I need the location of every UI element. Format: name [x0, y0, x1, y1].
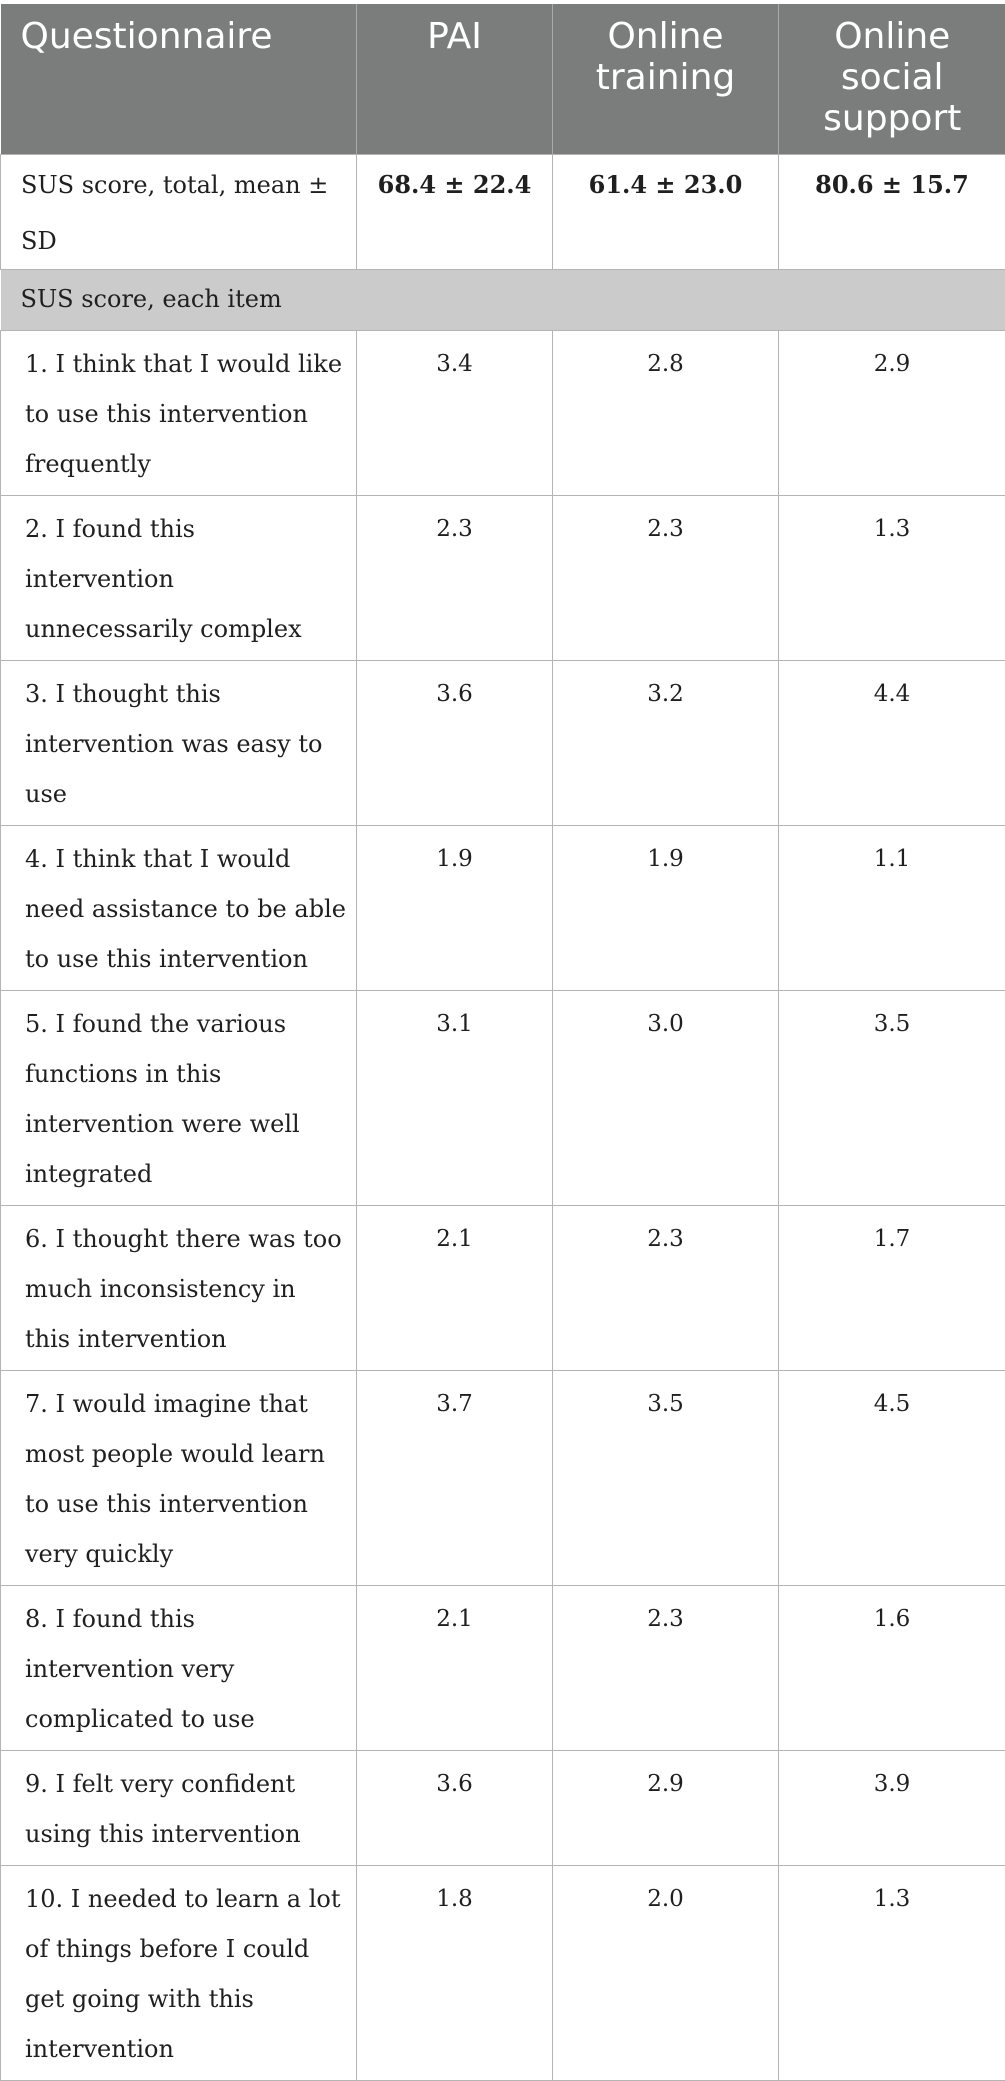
- total-score-pai: 68.4 ± 22.4: [357, 154, 553, 269]
- table-row: [1, 1865, 1005, 2080]
- total-score-online-social-support: 80.6 ± 15.7: [779, 154, 1005, 269]
- item-online-training-value: 2.3: [553, 495, 779, 660]
- item-pai-value: 3.4: [357, 330, 553, 495]
- item-online-social-support-value: 3.9: [779, 1750, 1005, 1865]
- total-score-row: [1, 154, 1005, 269]
- item-online-training-value: 3.0: [553, 990, 779, 1205]
- item-label: 1. I think that I would like to use this intervention frequently: [1, 330, 357, 495]
- item-pai-value: 3.6: [357, 1750, 553, 1865]
- item-online-social-support-value: 1.7: [779, 1205, 1005, 1370]
- item-pai-value: 3.6: [357, 660, 553, 825]
- item-online-training-value: 2.8: [553, 330, 779, 495]
- item-online-social-support-value: 1.6: [779, 1585, 1005, 1750]
- item-online-training-value: 1.9: [553, 825, 779, 990]
- item-online-training-value: 2.3: [553, 1585, 779, 1750]
- item-pai-value: 2.1: [357, 1205, 553, 1370]
- item-label: 10. I needed to learn a lot of things before I could get going with this intervention: [1, 1865, 357, 2080]
- table-row: [1, 495, 1005, 660]
- table-header: [1, 4, 1005, 154]
- item-label: 2. I found this intervention unnecessarily complex: [1, 495, 357, 660]
- item-label: 7. I would imagine that most people would learn to use this intervention very quickly: [1, 1370, 357, 1585]
- item-pai-value: 3.1: [357, 990, 553, 1205]
- item-pai-value: 2.1: [357, 1585, 553, 1750]
- item-online-training-value: 3.5: [553, 1370, 779, 1585]
- item-label: 4. I think that I would need assistance to be able to use this intervention: [1, 825, 357, 990]
- section-label: SUS score, each item: [1, 269, 1005, 330]
- item-label: 5. I found the various functions in this intervention were well integrated: [1, 990, 357, 1205]
- item-online-social-support-value: 4.4: [779, 660, 1005, 825]
- item-pai-value: 1.9: [357, 825, 553, 990]
- table-row: [1, 1750, 1005, 1865]
- item-pai-value: 1.8: [357, 1865, 553, 2080]
- item-online-training-value: 2.9: [553, 1750, 779, 1865]
- table-row: [1, 1585, 1005, 1750]
- column-header-online-training: Online training: [553, 4, 779, 154]
- item-label: 3. I thought this intervention was easy to use: [1, 660, 357, 825]
- total-score-label: SUS score, total, mean ± SD: [1, 154, 357, 269]
- total-score-online-training: 61.4 ± 23.0: [553, 154, 779, 269]
- table-row: [1, 1370, 1005, 1585]
- table-row: [1, 1205, 1005, 1370]
- item-label: 6. I thought there was too much inconsistency in this intervention: [1, 1205, 357, 1370]
- item-pai-value: 2.3: [357, 495, 553, 660]
- sus-score-table: [0, 4, 1005, 2081]
- item-online-social-support-value: 1.3: [779, 1865, 1005, 2080]
- item-pai-value: 3.7: [357, 1370, 553, 1585]
- header-row: [1, 4, 1005, 154]
- section-row: [1, 269, 1005, 330]
- column-header-online-social-support: Online social support: [779, 4, 1005, 154]
- item-online-training-value: 3.2: [553, 660, 779, 825]
- table-row: [1, 990, 1005, 1205]
- item-online-social-support-value: 1.1: [779, 825, 1005, 990]
- table-row: [1, 330, 1005, 495]
- item-online-social-support-value: 1.3: [779, 495, 1005, 660]
- item-label: 8. I found this intervention very complicated to use: [1, 1585, 357, 1750]
- column-header-questionnaire: Questionnaire: [1, 4, 357, 154]
- item-label: 9. I felt very confident using this intervention: [1, 1750, 357, 1865]
- table-row: [1, 660, 1005, 825]
- column-header-pai: PAI: [357, 4, 553, 154]
- item-online-social-support-value: 2.9: [779, 330, 1005, 495]
- item-online-social-support-value: 4.5: [779, 1370, 1005, 1585]
- table-body: [1, 154, 1005, 2080]
- item-online-social-support-value: 3.5: [779, 990, 1005, 1205]
- table-row: [1, 825, 1005, 990]
- item-online-training-value: 2.3: [553, 1205, 779, 1370]
- item-online-training-value: 2.0: [553, 1865, 779, 2080]
